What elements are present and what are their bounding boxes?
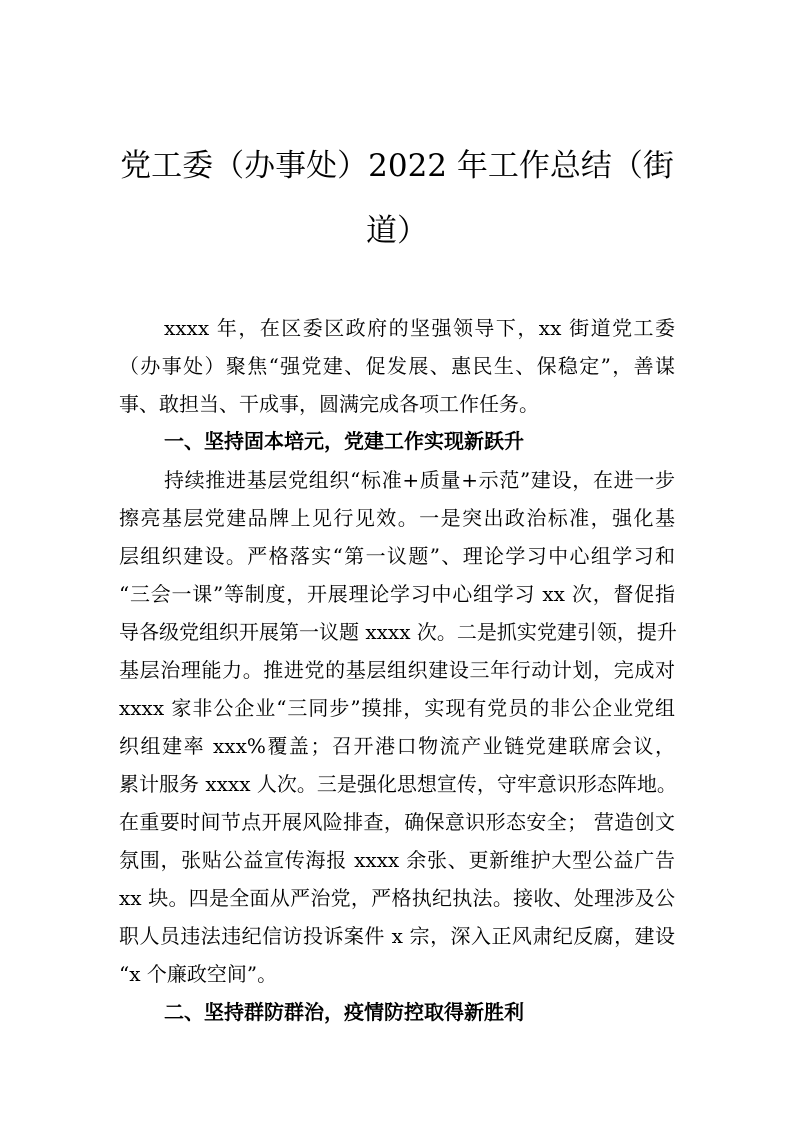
body-line: “x 个廉政空间”。	[119, 962, 278, 986]
document-title-line-1: 党工委（办事处）2022 年工作总结（街	[120, 148, 674, 184]
body-line: 氛围，张贴公益宣传海报 xxxx 余张、更新维护大型公益广告	[119, 848, 675, 872]
body-line: xxxx 家非公企业“三同步”摸排，实现有党员的非公企业党组	[119, 696, 675, 720]
body-line: 基层治理能力。推进党的基层组织建设三年行动计划，完成对	[119, 658, 675, 682]
body-line: 持续推进基层党组织“标准+质量+示范”建设，在进一步	[164, 468, 675, 492]
body-line: “三会一课”等制度，开展理论学习中心组学习 xx 次，督促指	[119, 582, 675, 606]
body-line: xx 块。四是全面从严治党，严格执纪执法。接收、处理涉及公	[119, 886, 675, 910]
body-line: 导各级党组织开展第一议题 xxxx 次。二是抓实党建引领，提升	[119, 620, 677, 644]
body-line: 累计服务 xxxx 人次。三是强化思想宣传，守牢意识形态阵地。	[119, 772, 677, 796]
intro-line: （办事处）聚焦“强党建、促发展、惠民生、保稳定”，善谋	[119, 354, 675, 378]
body-line: 层组织建设。严格落实“第一议题”、理论学习中心组学习和	[119, 544, 675, 568]
section-heading-2: 二、坚持群防群治，疫情防控取得新胜利	[164, 1000, 524, 1024]
intro-line: xxxx 年，在区委区政府的坚强领导下，xx 街道党工委	[164, 316, 675, 340]
intro-line: 事、敢担当、干成事，圆满完成各项工作任务。	[119, 392, 539, 416]
document-title-line-2: 道）	[366, 213, 428, 249]
body-line: 擦亮基层党建品牌上见行见效。一是突出政治标准，强化基	[119, 506, 675, 530]
body-line: 在重要时间节点开展风险排查，确保意识形态安全； 营造创文	[119, 810, 675, 834]
section-heading-1: 一、坚持固本培元，党建工作实现新跃升	[164, 429, 524, 453]
body-line: 织组建率 xxx%覆盖；召开港口物流产业链党建联席会议，	[119, 734, 675, 758]
body-line: 职人员违法违纪信访投诉案件 x 宗，深入正风肃纪反腐，建设	[119, 924, 675, 948]
